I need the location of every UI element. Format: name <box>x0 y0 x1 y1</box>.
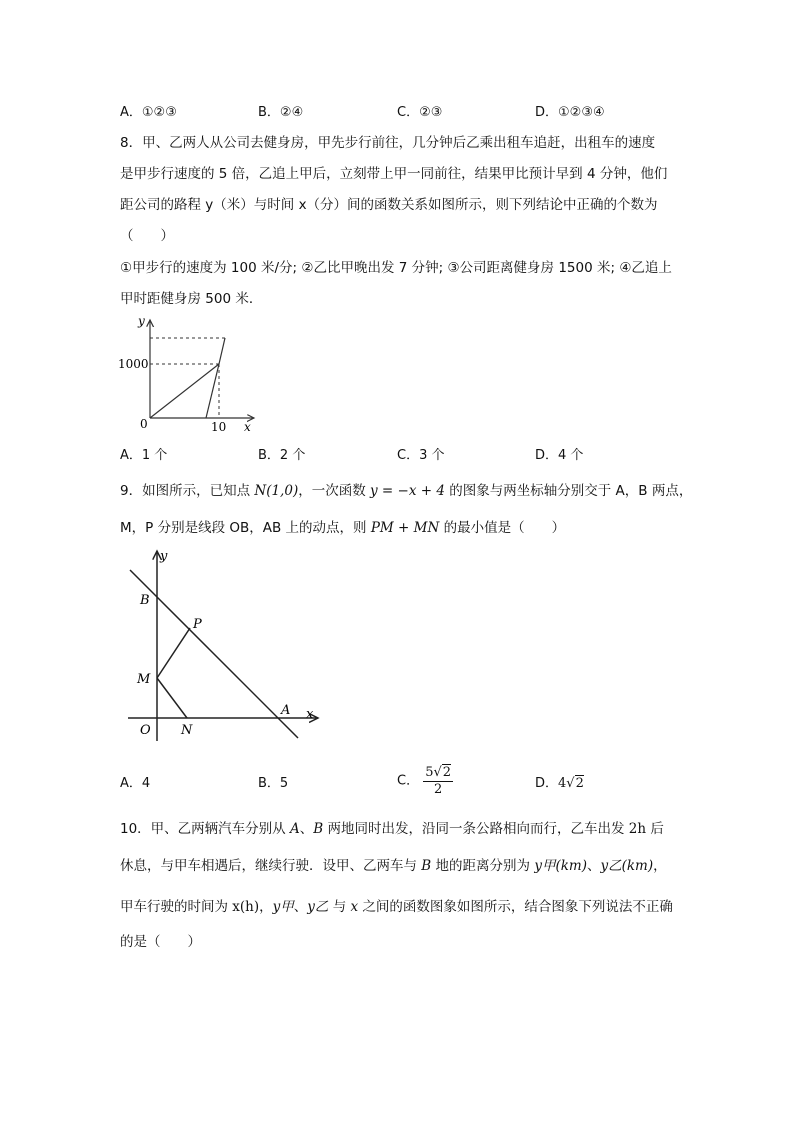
q8-option-a[interactable]: A．1 个 <box>120 448 168 463</box>
q9-option-c-fraction: $\frac{5√2}{2}$ <box>425 765 452 797</box>
q9-point-n: N(1,0) <box>254 483 299 499</box>
q9-options <box>120 765 680 805</box>
q8-origin-label: 0 <box>140 417 148 431</box>
q9-label-n: N <box>181 723 193 738</box>
q9-stem-line-2: M，P 分别是线段 OB，AB 上的动点，则 PM + MN 的最小值是（ ） <box>120 520 566 536</box>
q9-segment-mn <box>157 678 187 718</box>
q9-expression: PM + MN <box>370 520 440 536</box>
q8-y-tick-1000: 1000 <box>118 357 149 371</box>
q8-option-d[interactable]: D．4 个 <box>535 448 584 463</box>
q9-y-label: y <box>160 549 168 564</box>
q9-label-b: B <box>140 593 150 608</box>
q9-label-a: A <box>281 703 291 718</box>
q9-function: y = −x + 4 <box>370 483 445 499</box>
q8-graph <box>112 310 262 440</box>
q8-option-b[interactable]: B．2 个 <box>258 448 306 463</box>
q9-label-p: P <box>193 617 202 632</box>
q8-x-tick-10: 10 <box>211 420 227 434</box>
q8-stem-line-2: 是甲步行速度的 5 倍，乙追上甲后，立刻带上甲一同前往，结果甲比预计早到 4 分钟，他们 <box>120 166 668 182</box>
q8-stem-line-1: 8．甲、乙两人从公司去健身房，甲先步行前往，几分钟后乙乘出租车追赶，出租车的速度 <box>120 135 656 151</box>
q9-label-o: O <box>140 723 151 738</box>
q10-stem-line-1: 10．甲、乙两辆汽车分别从 A、B 两地同时出发，沿同一条公路相向而行，乙车出发 2h 后 <box>120 821 664 837</box>
q9-option-a[interactable]: A．4 <box>120 776 151 791</box>
q8-walk-line <box>150 364 219 418</box>
q10-stem-line-4: 的是（ ） <box>120 934 201 950</box>
q10-stem-line-3: 甲车行驶的时间为 x(h)，y甲、y乙 与 x 之间的函数图象如图所示，结合图象下列说法不正确 <box>120 899 673 915</box>
q9-option-b[interactable]: B．5 <box>258 776 289 791</box>
q8-statements-line-2: 甲时距健身房 500 米． <box>120 291 263 307</box>
q9-line-ab <box>130 570 298 738</box>
q8-answer-blank: （ ） <box>120 228 174 244</box>
q8-x-label: x <box>244 420 251 434</box>
q7-option-b[interactable]: B．②④ <box>258 105 304 120</box>
q10-stem-line-2: 休息，与甲车相遇后，继续行驶．设甲、乙两车与 B 地的距离分别为 y甲(km)、y乙(km)， <box>120 858 667 874</box>
q8-option-c[interactable]: C．3 个 <box>397 448 445 463</box>
q9-label-m: M <box>137 672 151 687</box>
q9-option-c[interactable]: C． $\frac{5√2}{2}$ <box>397 765 452 797</box>
q7-option-d[interactable]: D．①②③④ <box>535 105 605 120</box>
q9-segment-mp <box>157 628 190 678</box>
q9-x-label: x <box>306 707 314 722</box>
q7-option-a[interactable]: A．①②③ <box>120 105 177 120</box>
q9-figure <box>120 546 330 746</box>
q8-y-label: y <box>138 314 145 328</box>
q9-stem-line-1: 9．如图所示，已知点 N(1,0)，一次函数 y = −x + 4 的图象与两坐标轴分别交于 A，B 两点， <box>120 483 693 499</box>
q8-stem-line-3: 距公司的路程 y（米）与时间 x（分）间的函数关系如图所示，则下列结论中正确的个数为 <box>120 197 658 213</box>
q7-option-c[interactable]: C．②③ <box>397 105 443 120</box>
q8-statements-line-1: ①甲步行的速度为 100 米/分; ②乙比甲晚出发 7 分钟; ③公司距离健身房 1500 米; ④乙追上 <box>120 260 672 276</box>
q9-option-d[interactable]: D．4√2 <box>535 776 584 791</box>
q8-together-line <box>219 338 225 364</box>
